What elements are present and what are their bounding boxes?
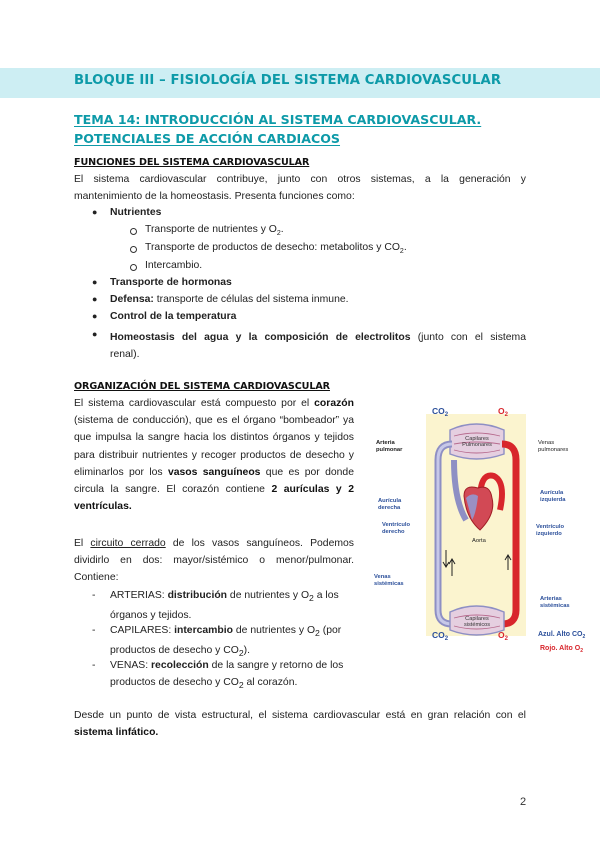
homeostasis-line-2: renal).: [110, 349, 140, 360]
co2-bottom-label: $CO_2$: [432, 630, 449, 642]
closing-paragraph: Desde un punto de vista estructural, el sistema cardiovascular está en gran relación con el sistema linfático.: [74, 710, 526, 739]
bullet-dot: ●: [92, 311, 98, 321]
ventriculo-derecho-label: Ventrículo derecho: [382, 522, 411, 535]
tema-title-line-2: POTENCIALES DE ACCIÓN CARDIACOS: [74, 131, 341, 146]
functions-intro-line-2: mantenimiento de la homeostasis. Presenta funciones como:: [74, 191, 355, 202]
ventriculo-izquierdo-label: Ventrículo izquierdo: [536, 524, 565, 537]
ring-bullet: [130, 264, 137, 271]
organization-heading: ORGANIZACIÓN DEL SISTEMA CARDIOVASCULAR: [74, 381, 330, 392]
aorta-label: Aorta: [472, 538, 486, 544]
bullet-dot: ●: [92, 207, 98, 217]
tema-title: [74, 110, 534, 148]
arterias-sistemicas-label: Arterias sistémicas: [540, 596, 570, 609]
o2-bottom-label: $O_2$: [498, 630, 508, 642]
venas-pulmonares-label: Venas pulmonares: [538, 440, 569, 453]
functions-heading: FUNCIONES DEL SISTEMA CARDIOVASCULAR: [74, 157, 310, 168]
o2-top-label: $O_2$: [498, 406, 508, 418]
arteria-pulmonar-label: Arteria pulmonar: [376, 440, 403, 453]
block-title: BLOQUE III – FISIOLOGÍA DEL SISTEMA CARDIOVASCULAR: [74, 73, 502, 88]
bullet-dot: ●: [92, 294, 98, 304]
functions-intro-line-1: El sistema cardiovascular contribuye, junto con otros sistemas, a la generación y: [74, 174, 526, 185]
capilares-pulmonares-label: Capilares Pulmonares: [462, 436, 492, 448]
capilares-sistemicos-label: Capilares sistémicos: [463, 616, 491, 628]
auricula-derecha-label: Aurícula derecha: [378, 498, 402, 511]
ring-bullet: [130, 228, 137, 235]
tema-title-line-1: TEMA 14: INTRODUCCIÓN AL SISTEMA CARDIOVASCULAR.: [74, 112, 482, 127]
page-number: 2: [520, 796, 527, 808]
legend-red: Rojo. Alto $O_2$: [540, 645, 583, 654]
organization-paragraph-1: El sistema cardiovascular está compuesto por el corazón (sistema de conducción), que es el órgano “bombeador” ya que impulsa la sangre hacia los distintos órganos y tejidos para distribuir nutrientes y recoger productos de desecho y eliminarlos por los vasos sanguíneos que es por donde circula la sangre. El corazón contiene 2 aurículas y 2 ventrículas.: [74, 398, 354, 513]
legend-blue: Azul. Alto $CO_2$: [538, 631, 586, 640]
venas-sistemicas-label: Venas sistémicas: [374, 574, 404, 587]
bullet-dot: ●: [92, 277, 98, 287]
organization-paragraph-2: El circuito cerrado de los vasos sanguíneos. Podemos dividirlo en dos: mayor/sistémico o menor/pulmonar. Contiene:: [74, 538, 354, 584]
ring-bullet: [130, 246, 137, 253]
auricula-izquierda-label: Aurícula izquierda: [540, 490, 566, 503]
bullet-dot: ●: [92, 329, 98, 339]
circulation-diagram: [368, 400, 600, 660]
co2-top-label: $CO_2$: [432, 406, 449, 418]
